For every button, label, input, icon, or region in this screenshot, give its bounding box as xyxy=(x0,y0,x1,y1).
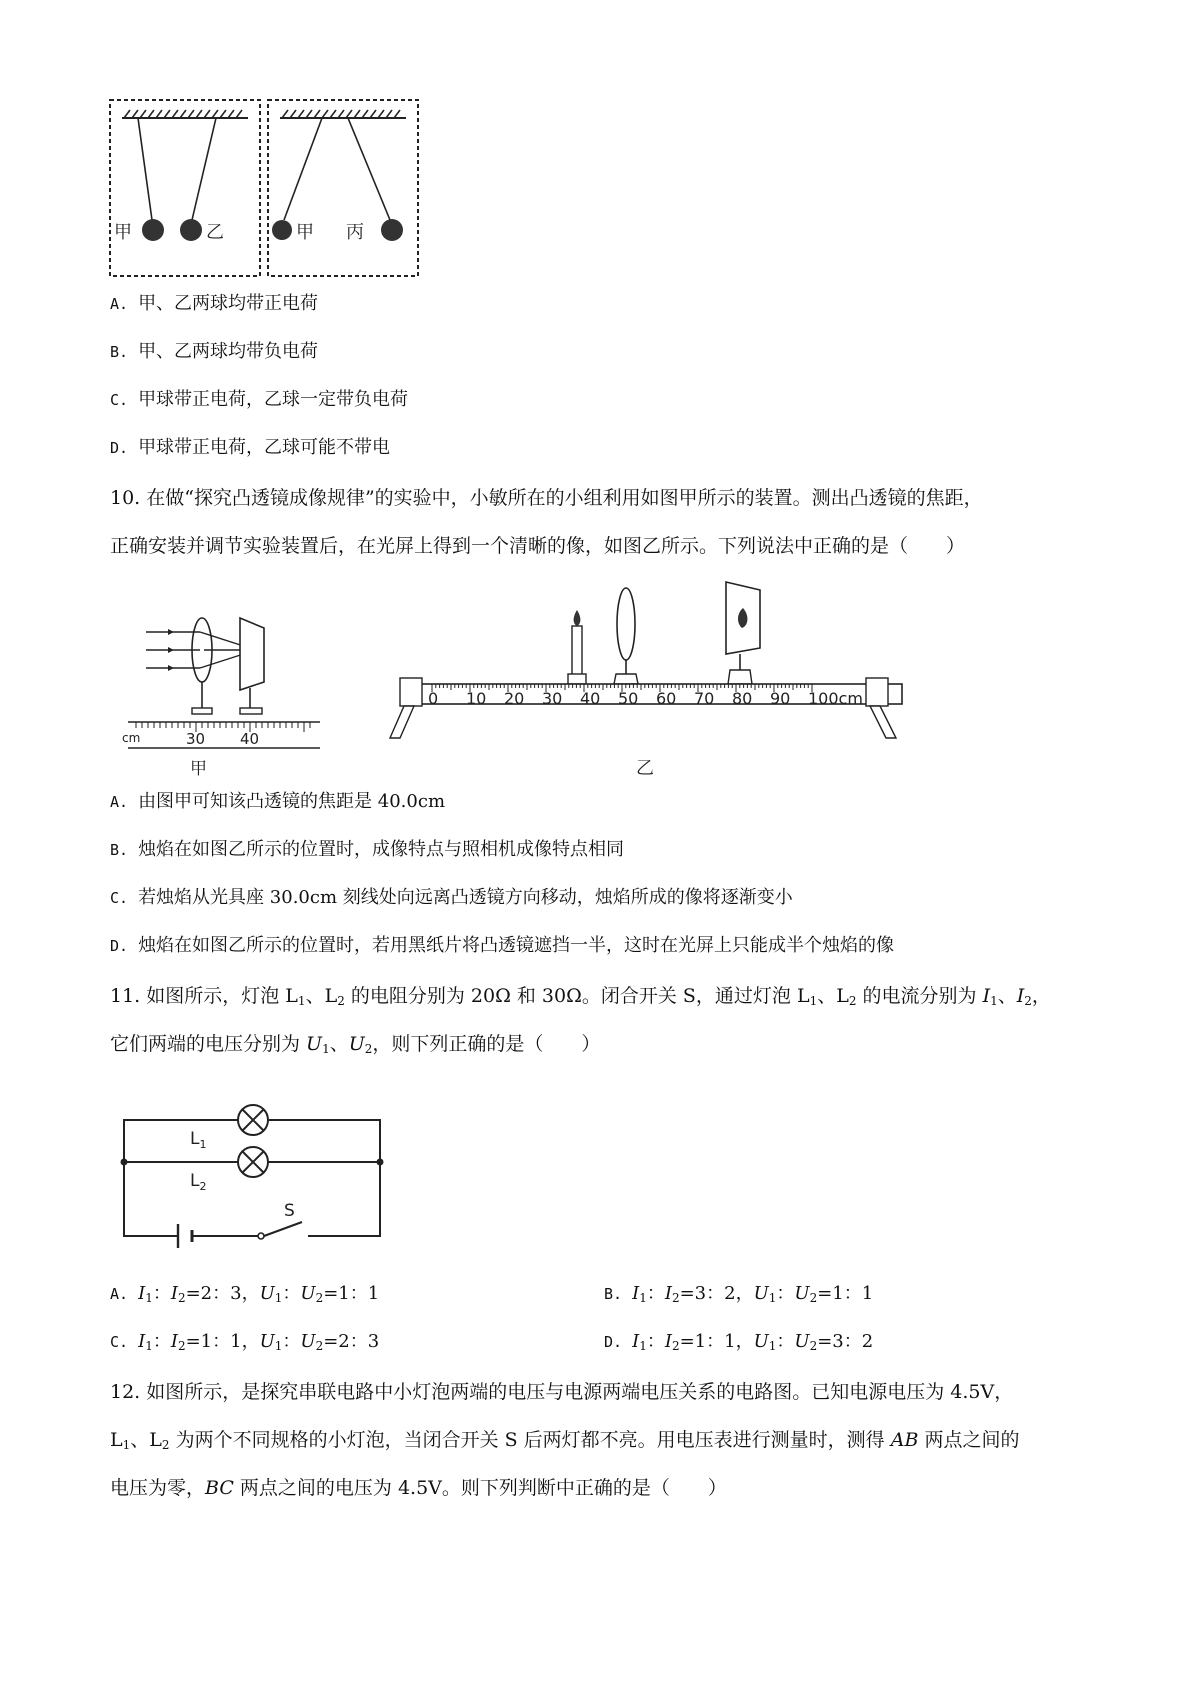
q10-option-d[interactable] xyxy=(110,934,894,958)
option-text: 烛焰在如图乙所示的位置时，成像特点与照相机成像特点相同 xyxy=(138,839,625,860)
yi-tick-label: 90 xyxy=(770,689,791,708)
yi-tick-label: 60 xyxy=(656,689,677,708)
option-text: 甲球带正电荷，乙球一定带负电荷 xyxy=(138,389,409,410)
label-yi: 乙 xyxy=(206,222,224,243)
yi-tick-label: 100cm xyxy=(808,689,863,708)
label-l1: $L_1$ xyxy=(190,1129,207,1151)
option-text: 由图甲可知该凸透镜的焦距是 40.0cm xyxy=(138,791,446,812)
q10-stem-line1: 10. 在做“探究凸透镜成像规律”的实验中，小敏所在的小组利用如图甲所示的装置。测出凸透镜的焦距， xyxy=(110,487,983,509)
q10-figure-jia xyxy=(122,618,348,779)
yi-tick-label: 30 xyxy=(542,689,563,708)
q11-option-b[interactable]: B. $I_1$：$I_2=3$：2，$U_1$：$U_2=1$：1 xyxy=(604,1283,874,1305)
q10-option-c[interactable] xyxy=(110,886,793,910)
q10-stem-line2: 正确安装并调节实验装置后，在光屏上得到一个清晰的像，如图乙所示。下列说法中正确的是（ ） xyxy=(110,535,966,557)
q9-option-d[interactable] xyxy=(110,436,390,460)
option-letter: D. xyxy=(110,439,129,457)
yi-caption: 乙 xyxy=(636,758,654,779)
option-text: 若烛焰从光具座 30.0cm 刻线处向远离凸透镜方向移动，烛焰所成的像将逐渐变小 xyxy=(138,887,793,908)
q9-option-c[interactable] xyxy=(110,388,408,412)
q12-stem-line1: 12. 如图所示，是探究串联电路中小灯泡两端的电压与电源两端电压关系的电路图。已知电源电压为 4.5V， xyxy=(110,1381,1014,1403)
yi-tick-label: 20 xyxy=(504,689,525,708)
option-text: 甲、乙两球均带负电荷 xyxy=(138,341,319,362)
lens xyxy=(617,588,635,660)
jia-tick-40: 40 xyxy=(240,730,260,748)
q11-stem-line2: 它们两端的电压分别为 $U_1$、$U_2$，则下列正确的是（ ） xyxy=(110,1033,601,1056)
option-letter: A. xyxy=(110,793,129,811)
q10-option-a[interactable] xyxy=(110,790,445,814)
option-text: 烛焰在如图乙所示的位置时，若用黑纸片将凸透镜遮挡一半，这时在光屏上只能成半个烛焰的像 xyxy=(138,935,895,956)
option-letter: B. xyxy=(110,841,129,859)
q11-stem-line1: 11. 如图所示，灯泡 $L_1$、$L_2$ 的电阻分别为 20Ω 和 30Ω。闭合开关 S，通过灯泡 $L_1$、$L_2$ 的电流分别为 $I_1$、$I_2$， xyxy=(110,985,1051,1008)
option-letter: C. xyxy=(110,889,129,907)
yi-tick-label: 10 xyxy=(466,689,487,708)
q9-option-b[interactable] xyxy=(110,340,318,364)
option-text: 甲球带正电荷，乙球可能不带电 xyxy=(138,437,391,458)
option-letter: A. xyxy=(110,1285,129,1303)
yi-tick-label: 50 xyxy=(618,689,639,708)
option-letter: D. xyxy=(110,937,129,955)
label-bing: 丙 xyxy=(346,222,364,243)
q12-stem-line3: 电压为零，BC 两点之间的电压为 4.5V。则下列判断中正确的是（ ） xyxy=(110,1477,727,1499)
option-letter: D. xyxy=(604,1333,623,1351)
option-text: 甲、乙两球均带正电荷 xyxy=(138,293,319,314)
q9-option-a[interactable] xyxy=(110,292,318,316)
option-letter: C. xyxy=(110,391,129,409)
yi-tick-label: 0 xyxy=(428,689,439,708)
yi-tick-label: 40 xyxy=(580,689,601,708)
candle xyxy=(572,626,582,676)
label-jia-1: 甲 xyxy=(114,222,132,243)
label-jia-2: 甲 xyxy=(296,222,314,243)
q11-circuit-figure xyxy=(112,1100,392,1272)
q11-option-c[interactable]: C. $I_1$：$I_2=1$：1，$U_1$：$U_2=2$：3 xyxy=(110,1331,380,1353)
option-letter: B. xyxy=(604,1285,623,1303)
label-l2: $L_2$ xyxy=(190,1171,207,1193)
yi-tick-label: 70 xyxy=(694,689,715,708)
q10-figure-yi xyxy=(430,578,990,778)
label-s: S xyxy=(284,1201,295,1221)
option-letter: A. xyxy=(110,295,129,313)
q9-pendulum-figure xyxy=(108,98,448,280)
yi-tick-label: 80 xyxy=(732,689,753,708)
q10-option-b[interactable] xyxy=(110,838,624,862)
q11-option-d[interactable]: D. $I_1$：$I_2=1$：1，$U_1$：$U_2=3$：2 xyxy=(604,1331,874,1353)
option-letter: C. xyxy=(110,1333,129,1351)
jia-caption: 甲 xyxy=(190,759,207,779)
q11-option-a[interactable]: A. $I_1$：$I_2=2$：3，$U_1$：$U_2=1$：1 xyxy=(110,1283,380,1305)
jia-unit: cm xyxy=(122,731,141,745)
option-letter: B. xyxy=(110,343,129,361)
jia-tick-30: 30 xyxy=(186,730,206,748)
q12-stem-line2: $L_1$、$L_2$ 为两个不同规格的小灯泡，当闭合开关 S 后两灯都不亮。用电压表进行测量时，测得 AB 两点之间的 xyxy=(110,1429,1020,1452)
